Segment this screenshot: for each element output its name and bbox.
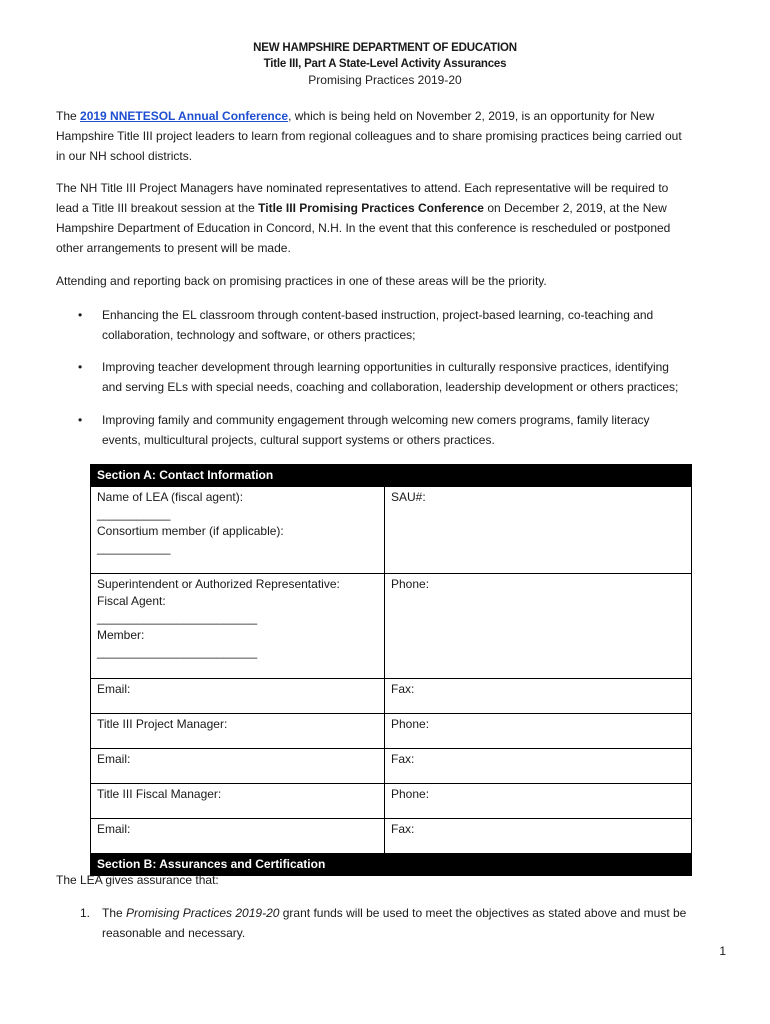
lea-cell[interactable]: Name of LEA (fiscal agent): ___________ Consortium member (if applicable): ___________ — [91, 487, 385, 574]
project-manager-cell[interactable]: Title III Project Manager: — [91, 714, 385, 749]
page-number: 1 — [719, 944, 726, 958]
priority-list — [56, 357, 726, 397]
table-row — [91, 819, 692, 854]
bullet-icon: • — [78, 308, 83, 322]
fiscal-manager-fax-cell[interactable]: Fax: — [385, 819, 692, 854]
consortium-blank: ___________ — [97, 541, 171, 555]
superintendent-fax-cell[interactable]: Fax: — [385, 679, 692, 714]
project-manager-fax-cell[interactable]: Fax: — [385, 749, 692, 784]
program-subtitle: Promising Practices 2019-20 — [308, 73, 462, 87]
table-row — [91, 784, 692, 819]
assurance-item-1: 1. The Promising Practices 2019-20 grant funds will be used to meet the objectives as stated above and must be reasonable and necessary. — [80, 903, 730, 943]
member-blank: ________________________ — [97, 645, 258, 659]
superintendent-cell[interactable]: Superintendent or Authorized Representative: Fiscal Agent: ________________________ Member: ________________________ — [91, 574, 385, 679]
section-b-title: Section B: Assurances and Certification — [91, 854, 692, 876]
bullet-icon: • — [78, 360, 83, 374]
conference-link[interactable]: 2019 NNETESOL Annual Conference — [80, 109, 289, 123]
sau-cell[interactable]: SAU#: — [385, 487, 692, 574]
lea-assurance-intro: The LEA gives assurance that: — [56, 873, 219, 887]
table-row — [91, 749, 692, 784]
priority-paragraph: Attending and reporting back on promising practices in one of these areas will be the priority. — [56, 274, 547, 288]
fiscal-manager-email-cell[interactable]: Email: — [91, 819, 385, 854]
contact-table — [90, 464, 692, 876]
bullet-icon: • — [78, 413, 83, 427]
priority-list — [56, 410, 726, 450]
table-row — [91, 714, 692, 749]
project-manager-email-cell[interactable]: Email: — [91, 749, 385, 784]
table-row — [91, 679, 692, 714]
department-title: NEW HAMPSHIRE DEPARTMENT OF EDUCATION — [253, 42, 517, 54]
priority-list — [56, 305, 726, 345]
item-number: 1. — [80, 906, 91, 920]
nomination-paragraph: The NH Title III Project Managers have nominated representatives to attend. Each representative will be required to lead a Title III breakout session at the Title III Promising Practices Conference on December 2, 2019, at the New Hampshire Department of Education in Concord, N.H. In the event that this conference is rescheduled or postponed other arrangements to present will be made. — [56, 181, 671, 255]
program-name: Promising Practices 2019-20 — [126, 906, 280, 920]
fiscal-manager-cell[interactable]: Title III Fiscal Manager: — [91, 784, 385, 819]
section-a-header — [91, 465, 692, 487]
project-manager-phone-cell[interactable]: Phone: — [385, 714, 692, 749]
intro-paragraph: The 2019 NNETESOL Annual Conference, which is being held on November 2, 2019, is an opportunity for New Hampshire Title III project leaders to learn from regional colleagues and to share promising practices being carried out in our NH school districts. — [56, 109, 682, 163]
superintendent-phone-cell[interactable]: Phone: — [385, 574, 692, 679]
table-row — [91, 487, 692, 574]
list-item: • Improving family and community engagement through welcoming new comers programs, family literacy events, multicultural projects, cultural support systems or others practices. — [56, 410, 726, 450]
document-header — [0, 40, 770, 89]
superintendent-email-cell[interactable]: Email: — [91, 679, 385, 714]
fiscal-agent-blank: ________________________ — [97, 611, 258, 625]
list-item: • Enhancing the EL classroom through content-based instruction, project-based learning, co-teaching and collaboration, technology and software, or others practices; — [56, 305, 726, 345]
list-item: • Improving teacher development through learning opportunities in culturally responsive practices, identifying and serving ELs with special needs, coaching and collaboration, leadership development or others practices; — [56, 357, 726, 397]
table-row — [91, 574, 692, 679]
conference-name: Title III Promising Practices Conference — [258, 201, 484, 215]
lea-blank: ___________ — [97, 507, 171, 521]
section-a-title: Section A: Contact Information — [91, 465, 692, 487]
fiscal-manager-phone-cell[interactable]: Phone: — [385, 784, 692, 819]
assurances-title: Title III, Part A State-Level Activity Assurances — [263, 58, 507, 70]
